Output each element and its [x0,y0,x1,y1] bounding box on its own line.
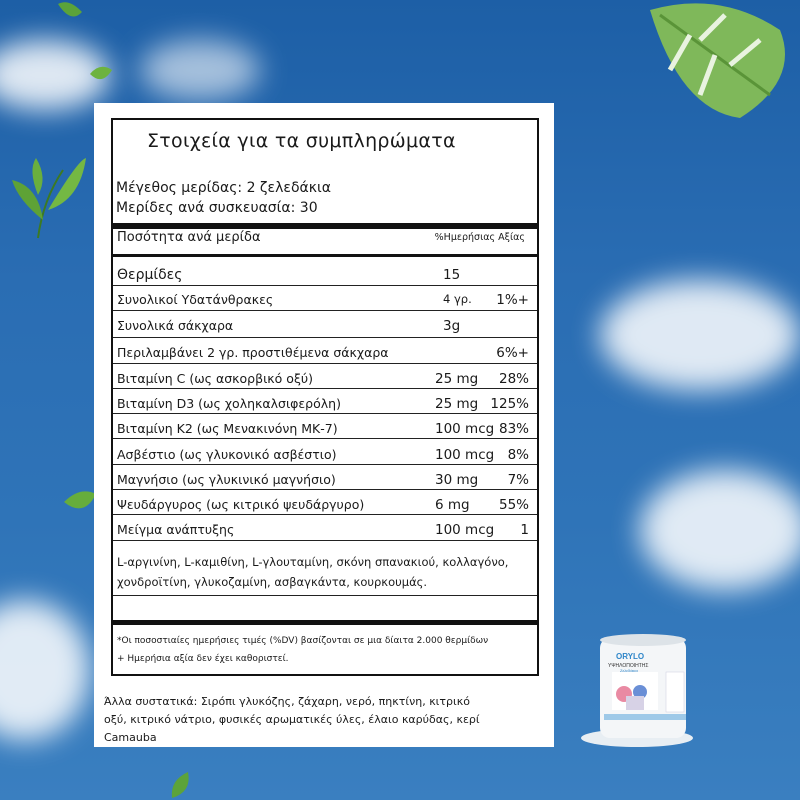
cloud [640,470,800,590]
panel-title: Στοιχεία για τα συμπληρώματα [147,130,456,152]
nutrient-dv: 8% [507,447,529,463]
serving-size: Μέγεθος μερίδας: 2 ζελεδάκια [116,180,331,196]
nutrient-amount: 3g [443,318,461,334]
row-divider [113,489,537,490]
product-brand: ORYLO [616,652,645,661]
row-divider [113,363,537,364]
cloud [0,600,90,740]
leaf-icon [55,0,85,26]
leaf-icon [62,488,98,518]
nutrient-amount: 100 mcg [435,522,495,538]
daily-value-header: %Ημερήσιας Αξίας [434,232,525,243]
nutrient-amount: 4 γρ. [443,292,472,306]
nutrient-amount: 100 mcg [435,421,495,437]
row-divider [113,337,537,338]
nutrient-dv: 1%+ [496,292,529,308]
leaf-icon [168,770,194,800]
nutrient-dv: 83% [498,421,529,437]
row-divider [113,285,537,286]
nutrient-dv: 6%+ [496,345,529,361]
nutrient-label: Βιταμίνη K2 (ως Μενακινόνη ΜΚ-7) [117,421,338,436]
product-name: ΥΨΗΛΟΠΟΙΗΤΗΣ [608,663,649,669]
nutrient-row [113,315,537,339]
nutrient-amount: 25 mg [435,396,479,412]
supplement-facts-card [94,103,554,747]
nutrient-label: Βιταμίνη D3 (ως χοληκαλσιφερόλη) [117,396,341,411]
nutrient-label: Ασβέστιο (ως γλυκονικό ασβέστιο) [117,447,337,462]
nutrient-amount: 15 [443,267,461,283]
monstera-leaf-icon [630,0,800,125]
blend-ingredients: L-αργινίνη, L-καμιθίνη, L-γλουταμίνη, σκόνη σπανακιού, κολλαγόνο, χονδροϊτίνη, γλυκοζαμίνη, ασβαγκάντα, κουρκουμάς. [117,555,509,589]
nutrient-dv: 7% [507,472,529,488]
nutrient-dv: 125% [490,396,529,412]
row-divider [113,514,537,515]
nutrient-label: Συνολικά σάκχαρα [117,318,234,333]
bottom-thick-divider [113,620,537,625]
row-divider [113,464,537,465]
blend-divider [113,595,537,596]
row-divider [113,438,537,439]
thick-divider [113,223,537,229]
header-divider [113,254,537,257]
nutrient-amount: 25 mg [435,371,479,387]
nutrient-label: Ψευδάργυρος (ως κιτρικό ψευδάργυρο) [117,497,365,512]
nutrient-amount: 100 mcg [435,447,495,463]
not-established-footnote: + Ημερήσια αξία δεν έχει καθοριστεί. [117,654,289,664]
nutrient-label: Περιλαμβάνει 2 γρ. προστιθέμενα σάκχαρα [117,345,389,360]
servings-per-container: Μερίδες ανά συσκευασία: 30 [116,200,318,216]
row-divider [113,310,537,311]
nutrient-label: Συνολικοί Υδατάνθρακες [117,292,274,307]
nutrient-amount: 6 mg [435,497,470,513]
nutrient-label: Μείγμα ανάπτυξης [117,522,235,537]
amount-per-serving-header: Ποσότητα ανά μερίδα [117,230,261,245]
row-divider [113,413,537,414]
row-divider [113,540,537,541]
cloud [600,280,800,390]
cloud [140,40,260,100]
nutrient-amount: 30 mg [435,472,479,488]
product-jar-image [578,632,696,750]
product-sub: Ζελεδάκια [620,668,638,673]
nutrient-label: Θερμίδες [117,267,183,283]
nutrient-label: Μαγνήσιο (ως γλυκινικό μαγνήσιο) [117,472,336,487]
leaf-branch-icon [8,150,88,240]
row-divider [113,388,537,389]
nutrient-dv: 1 [520,522,529,538]
other-ingredients: Άλλα συστατικά: Σιρόπι γλυκόζης, ζάχαρη, νερό, πηκτίνη, κιτρικό οξύ, κιτρικό νάτριο, φυσικές αρωματικές ύλες, έλαιο καρύδας, κερί Camauba [104,695,480,744]
supplement-facts-box [111,118,539,676]
leaf-icon [88,62,114,88]
daily-value-footnote: *Οι ποσοστιαίες ημερήσιες τιμές (%DV) βασίζονται σε μια δίαιτα 2.000 θερμίδων [117,636,489,646]
nutrient-label: Βιταμίνη C (ως ασκορβικό οξύ) [117,371,314,386]
nutrient-dv: 55% [498,497,529,513]
nutrient-dv: 28% [498,371,529,387]
